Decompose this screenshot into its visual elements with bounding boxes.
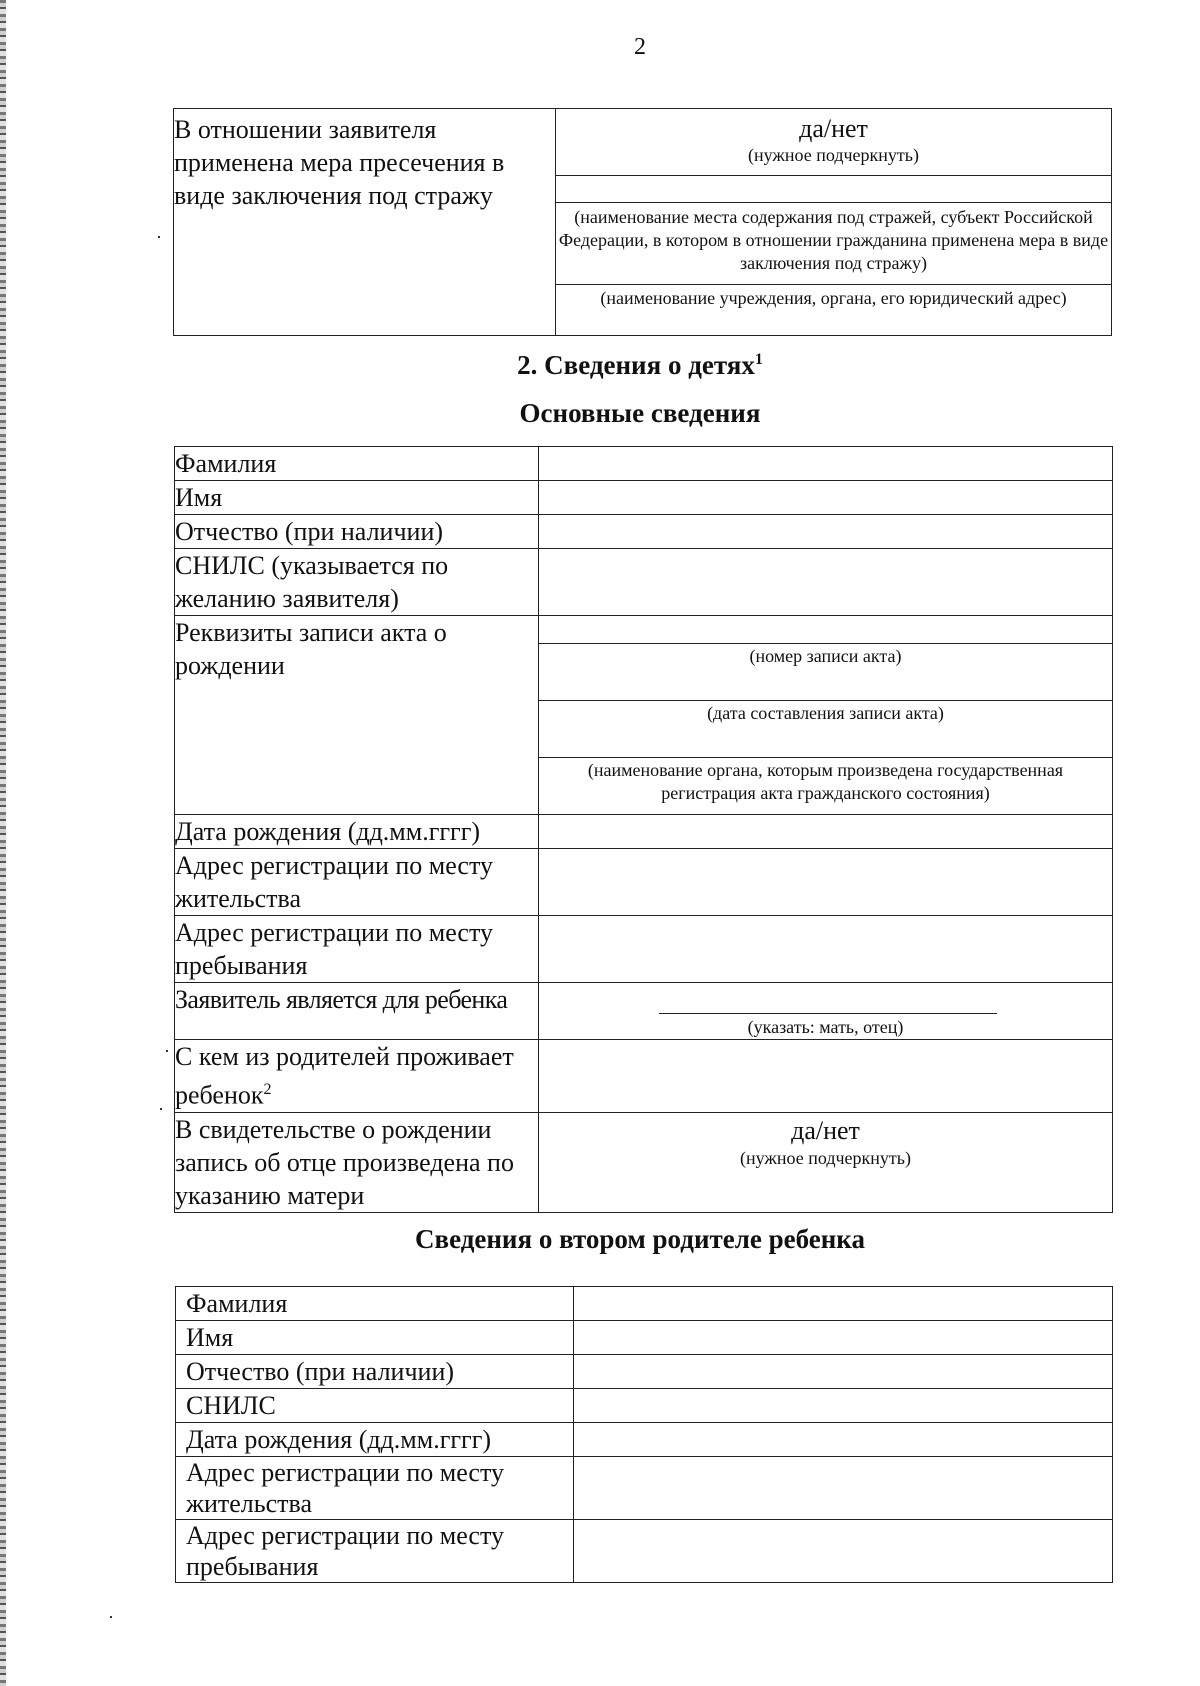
child-snils-field[interactable] xyxy=(539,549,1113,616)
table-row xyxy=(175,481,1113,515)
table-row xyxy=(176,1389,1113,1423)
record-date-caption: (дата составления записи акта) xyxy=(539,700,1112,757)
second-parent-title: Сведения о втором родителе ребенка xyxy=(415,1224,865,1254)
parent-surname-field[interactable] xyxy=(574,1287,1113,1321)
parent-stay-label: Адрес регистрации по месту пребывания xyxy=(176,1520,574,1583)
table-row xyxy=(175,916,1113,983)
second-parent-table xyxy=(175,1286,1113,1583)
lives-with-label xyxy=(175,1040,539,1113)
lives-with-field[interactable] xyxy=(539,1040,1113,1113)
applicant-is-label: Заявитель является для ребенка xyxy=(175,983,539,1040)
table-row xyxy=(176,1321,1113,1355)
scan-speck xyxy=(110,1616,112,1618)
table-row xyxy=(175,1040,1113,1113)
detention-choice-hint: (нужное подчеркнуть) xyxy=(748,145,919,165)
child-residence-label: Адрес регистрации по месту жительства xyxy=(175,849,539,916)
child-stay-label: Адрес регистрации по месту пребывания xyxy=(175,916,539,983)
parent-surname-label: Фамилия xyxy=(176,1287,574,1321)
detention-label xyxy=(174,109,556,336)
table-row xyxy=(175,549,1113,616)
table-row xyxy=(175,515,1113,549)
parent-residence-label: Адрес регистрации по месту жительства xyxy=(176,1457,574,1520)
child-birth-date-field[interactable] xyxy=(539,815,1113,849)
table-row xyxy=(175,983,1113,1040)
record-number-caption: (номер записи акта) xyxy=(539,643,1112,700)
children-title-text: 2. Сведения о детях xyxy=(517,350,755,380)
table-row xyxy=(175,616,1113,815)
parent-snils-label: СНИЛС xyxy=(176,1389,574,1423)
child-birth-date-label: Дата рождения (дд.мм.гггг) xyxy=(175,815,539,849)
children-table xyxy=(174,446,1113,1213)
detention-institution-caption: (наименование учреждения, органа, его юридический адрес) xyxy=(556,284,1111,310)
table-row xyxy=(175,849,1113,916)
parent-name-field[interactable] xyxy=(574,1321,1113,1355)
table-row xyxy=(176,1287,1113,1321)
child-stay-field[interactable] xyxy=(539,916,1113,983)
father-record-choice[interactable]: да/нет xyxy=(791,1115,860,1145)
children-section-subtitle: Основные сведения xyxy=(519,398,761,428)
lives-with-footnote: 2 xyxy=(263,1081,272,1098)
father-record-hint: (нужное подчеркнуть) xyxy=(740,1147,911,1168)
father-record-cell[interactable] xyxy=(539,1112,1113,1212)
child-name-label: Имя xyxy=(175,481,539,515)
table-row xyxy=(175,815,1113,849)
scan-speck xyxy=(166,1050,168,1052)
child-patronymic-field[interactable] xyxy=(539,515,1113,549)
record-number-field[interactable] xyxy=(539,616,1112,643)
father-record-label: В свидетельстве о рождении запись об отце произведена по указанию матери xyxy=(175,1112,539,1212)
detention-extra-line[interactable] xyxy=(556,175,1111,202)
parent-residence-field[interactable] xyxy=(574,1457,1113,1520)
parent-patronymic-field[interactable] xyxy=(574,1355,1113,1389)
children-title-footnote: 1 xyxy=(754,351,763,368)
parent-patronymic-label: Отчество (при наличии) xyxy=(176,1355,574,1389)
table-row xyxy=(175,447,1113,481)
table-row xyxy=(175,1112,1113,1212)
detention-label-text: В отношении заявителя применена мера пресечения в виде заключения под стражу xyxy=(174,115,505,210)
child-name-field[interactable] xyxy=(539,481,1113,515)
child-surname-field[interactable] xyxy=(539,447,1113,481)
parent-snils-field[interactable] xyxy=(574,1389,1113,1423)
detention-value-cell[interactable] xyxy=(556,109,1112,336)
table-row xyxy=(176,1520,1113,1583)
applicant-is-line[interactable] xyxy=(659,1013,997,1014)
table-row xyxy=(176,1355,1113,1389)
parent-name-label: Имя xyxy=(176,1321,574,1355)
child-birth-record-cell xyxy=(539,616,1113,815)
detention-place-caption: (наименование места содержания под стражей, субъект Российской Федерации, в котором в отношении гражданина применена мера в виде заключения под стражу) xyxy=(556,202,1111,284)
child-residence-field[interactable] xyxy=(539,849,1113,916)
child-snils-label: СНИЛС (указывается по желанию заявителя) xyxy=(175,549,539,616)
children-section-title xyxy=(0,350,1200,381)
detention-choice[interactable]: да/нет xyxy=(799,114,868,143)
scan-edge xyxy=(0,0,6,1686)
child-birth-record-label: Реквизиты записи акта о рождении xyxy=(175,616,539,815)
parent-stay-field[interactable] xyxy=(574,1520,1113,1583)
lives-with-text: С кем из родителей проживает ребенок xyxy=(175,1042,514,1110)
detention-table xyxy=(173,108,1112,336)
applicant-is-caption: (указать: мать, отец) xyxy=(747,1017,904,1037)
table-row xyxy=(176,1457,1113,1520)
scan-speck xyxy=(158,236,160,238)
parent-birth-date-label: Дата рождения (дд.мм.гггг) xyxy=(176,1423,574,1457)
child-surname-label: Фамилия xyxy=(175,447,539,481)
applicant-is-cell[interactable] xyxy=(539,983,1113,1040)
page-number: 2 xyxy=(634,34,646,60)
parent-birth-date-field[interactable] xyxy=(574,1423,1113,1457)
record-authority-caption: (наименование органа, которым произведена государственная регистрация акта гражданского состояния) xyxy=(539,757,1112,805)
table-row xyxy=(176,1423,1113,1457)
scan-speck xyxy=(160,1108,162,1110)
child-patronymic-label: Отчество (при наличии) xyxy=(175,515,539,549)
